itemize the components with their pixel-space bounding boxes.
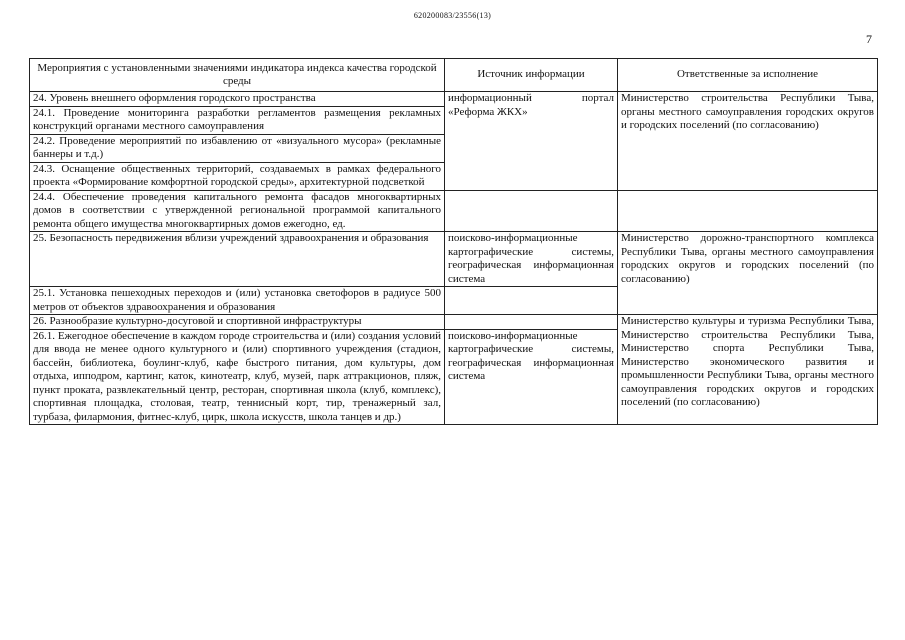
source-cell: поисково-информационные картографические системы, географическая информационная система	[445, 329, 618, 425]
measure-cell: 24.2. Проведение мероприятий по избавлению от «визуального мусора» (рекламные баннеры и т.д.)	[30, 134, 445, 162]
measure-cell: 24. Уровень внешнего оформления городского пространства	[30, 92, 445, 107]
source-cell: информационный портал «Реформа ЖКХ»	[445, 92, 618, 191]
measure-cell: 26. Разнообразие культурно-досуговой и спортивной инфраструктуры	[30, 315, 445, 330]
empty-cell	[445, 190, 618, 232]
table-row	[30, 232, 878, 287]
measure-cell: 25. Безопасность передвижения вблизи учреждений здравоохранения и образования	[30, 232, 445, 287]
header-measures: Мероприятия с установленными значениями индикатора индекса качества городской среды	[30, 59, 445, 92]
measure-cell: 24.1. Проведение мониторинга разработки регламентов размещения рекламных конструкций органами местного самоуправления	[30, 106, 445, 134]
page-number: 7	[866, 32, 872, 46]
measure-cell: 26.1. Ежегодное обеспечение в каждом городе строительства и (или) создания условий для ввода не менее одного культурного и (или) спортивного учреждения (стадион, бассейн, библиотека, боулинг-клуб, кафе быстрого питания, дом культуры, дом отдыха, ипподром, картинг, каток, кинотеатр, клуб, музей, парк аттракционов, пляж, пункт проката, развлекательный центр, ресторан, спортивная школа (клуб, комплекс), спортивная площадка, столовая, театр, теннисный корт, тир, тренажерный зал, турбаза, филармония, фитнес-клуб, цирк, школа искусств, школа танцев и др.)	[30, 329, 445, 425]
table-row	[30, 315, 878, 330]
measures-table	[29, 58, 878, 425]
measure-cell: 24.4. Обеспечение проведения капитального ремонта фасадов многоквартирных домов в соответствии с утвержденной региональной программой капитального ремонта общего имущества многоквартирных домов ежегодно, ед.	[30, 190, 445, 232]
responsible-cell: Министерство дорожно-транспортного комплекса Республики Тыва, органы местного самоуправления городских округов и городских поселений (по согласованию)	[618, 232, 878, 315]
empty-cell	[445, 315, 618, 330]
empty-cell	[445, 287, 618, 315]
table-header-row	[30, 59, 878, 92]
measure-cell: 25.1. Установка пешеходных переходов и (или) установка светофоров в радиусе 500 метров от объектов здравоохранения и образования	[30, 287, 445, 315]
measure-cell: 24.3. Оснащение общественных территорий, создаваемых в рамках федерального проекта «Формирование комфортной городской среды», архитектурной подсветкой	[30, 162, 445, 190]
table-row	[30, 190, 878, 232]
header-responsible: Ответственные за исполнение	[618, 59, 878, 92]
document-id: 620200083/23556(13)	[413, 11, 492, 20]
table-row	[30, 92, 878, 107]
source-cell: поисково-информационные картографические системы, географическая информационная система	[445, 232, 618, 287]
responsible-cell: Министерство культуры и туризма Республики Тыва, Министерство строительства Республики Тыва, Министерство спорта Республики Тыва, Министерство экономического развития и промышленности Республики Тыва, органы местного самоуправления городских округов и городских поселений (по согласованию)	[618, 315, 878, 425]
empty-cell	[618, 190, 878, 232]
responsible-cell: Министерство строительства Республики Тыва, органы местного самоуправления городских округов и городских поселений (по согласованию)	[618, 92, 878, 191]
header-source: Источник информации	[445, 59, 618, 92]
